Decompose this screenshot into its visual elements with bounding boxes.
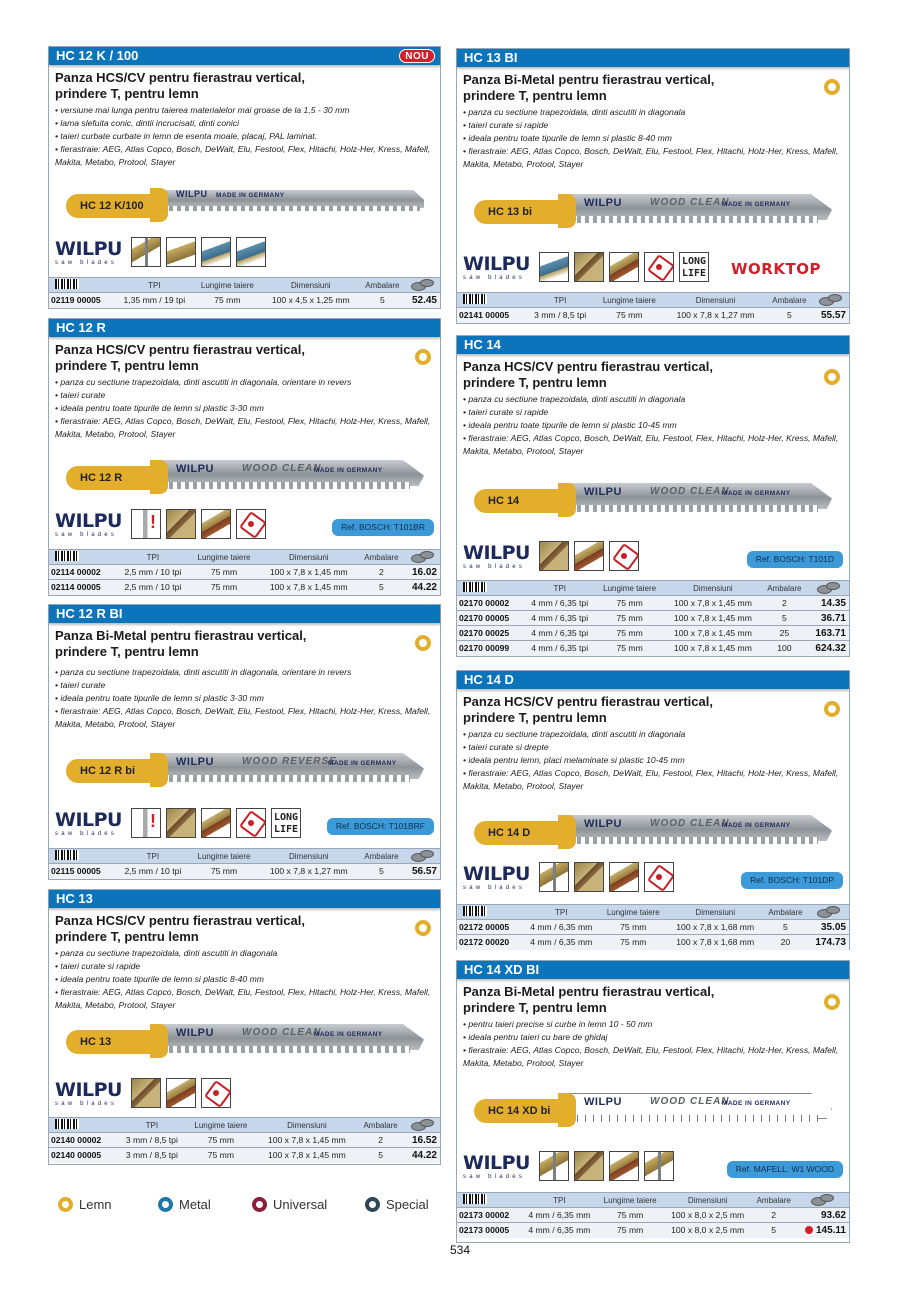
feature-item: • ideala pentru toate tipurile de lemn si plastic 8-40 mm — [463, 132, 672, 143]
wood-beam-icon — [574, 1151, 604, 1181]
product-code-header — [49, 47, 440, 65]
barcode-icon — [463, 1194, 487, 1204]
barcode-icon — [55, 1119, 79, 1129]
feature-list — [457, 104, 849, 171]
product-code: HC 12 R BI — [56, 606, 123, 621]
feature-list — [457, 726, 849, 793]
lemn-category-icon — [824, 994, 840, 1010]
plastic-pvc-icon — [644, 252, 674, 282]
feature-item: • ideala pentru lemn, placi melaminate si plastic 10-45 mm — [463, 754, 685, 765]
table-row: 02170 00002 4 mm / 6,35 tpi 75 mm 100 x 7,8 x 1,45 mm 2 14.35 — [457, 596, 849, 611]
wilpu-logo: WILPU saw blades — [463, 542, 530, 570]
material-icons-row — [55, 1078, 434, 1112]
feature-item: • fierastraie: AEG, Atlas Copco, Bosch, DeWalt, Elu, Festool, Flex, Hitachi, Holz-Her, Kress, Mafell, Makita, Metabo, Protool, Stayer — [463, 145, 839, 169]
product-code-header — [457, 961, 849, 979]
product-code: HC 14 — [464, 337, 501, 352]
product-title: Panza HCS/CV pentru fierastrau vertical, prindere T, pentru lemn — [55, 70, 305, 101]
plastic-pvc-icon — [644, 862, 674, 892]
product-title: Panza HCS/CV pentru fierastrau vertical, prindere T, pentru lemn — [55, 913, 305, 944]
long-life-icon: LONG LIFE — [271, 808, 301, 838]
wood-rods-icon — [609, 862, 639, 892]
barcode-icon — [463, 582, 487, 592]
barcode-icon — [55, 279, 79, 289]
legend-item-lemn: Lemn — [58, 1197, 158, 1212]
wilpu-logo: WILPU saw blades — [463, 253, 530, 281]
table-row: 02172 00020 4 mm / 6,35 mm 75 mm 100 x 7,8 x 1,68 mm 20 174.73 — [457, 935, 849, 950]
reference-badge: Ref. BOSCH: T101D — [747, 551, 843, 568]
product-title: Panza HCS/CV pentru fierastrau vertical, prindere T, pentru lemn — [55, 342, 305, 373]
feature-item: • fierastraie: AEG, Atlas Copco, Bosch, DeWalt, Elu, Festool, Flex, Hitachi, Holz-Her, Kress, Mafell, Makita, Metabo, Protool, Stayer — [463, 1044, 839, 1068]
legend-item-metal: Metal — [158, 1197, 252, 1212]
feature-item: • ideala pentru toate tipurile de lemn si plastic 3-30 mm — [55, 692, 264, 703]
product-card-hc14d — [456, 670, 850, 950]
feature-item: • fierastraie: AEG, Atlas Copco, Bosch, DeWalt, Elu, Festool, Flex, Hitachi, Holz-Her, Kress, Mafell, Makita, Metabo, Protool, Stayer — [463, 432, 839, 456]
reverse-cut-icon: ! — [131, 808, 161, 838]
laminate-board-icon — [201, 237, 231, 267]
product-code-header — [49, 890, 440, 908]
table-row: 02115 00005 2,5 mm / 10 tpi 75 mm 100 x 7,8 x 1,27 mm 5 56.57 — [49, 864, 440, 879]
product-title: Panza Bi-Metal pentru fierastrau vertical, prindere T, pentru lemn — [55, 628, 307, 659]
lemn-category-icon — [415, 349, 431, 365]
feature-item: • taieri curbate curbate in lemn de esenta moale, placaj, PAL laminat. — [55, 130, 318, 141]
feature-list — [49, 660, 440, 731]
feature-item: • versiune mai lunga pentru taierea materialelor mai groase de la 1,5 - 30 mm — [55, 105, 350, 115]
product-card-hc12rbi — [48, 604, 441, 880]
feature-item: • panza cu sectiune trapezoidala, dinti ascutiti in diagonala, orientare in revers — [55, 377, 352, 387]
wood-beam-icon — [131, 1078, 161, 1108]
product-code: HC 12 K / 100 — [56, 48, 139, 63]
feature-item: • ideala pentru toate tipurile de lemn si plastic 8-40 mm — [55, 973, 264, 984]
table-row: 02172 00005 4 mm / 6,35 mm 75 mm 100 x 7,8 x 1,68 mm 5 35.05 — [457, 920, 849, 935]
feature-item: • fierastraie: AEG, Atlas Copco, Bosch, DeWalt, Elu, Festool, Flex, Hitachi, Holz-Her, Kress, Mafell, Makita, Metabo, Protool, Stayer — [55, 986, 431, 1010]
blade-image: HC 13 bi WILPU WOOD CLEAN MADE IN GERMANY — [474, 194, 832, 228]
wood-rods-icon — [201, 808, 231, 838]
lemn-category-icon — [415, 920, 431, 936]
spec-table: TPI Lungime taiere Dimensiuni Ambalare 02119 00005 1,35 mm / 19 tpi 75 mm 100 x 4,5 x 1,25 mm 5 52.45 — [49, 277, 440, 308]
lemn-category-icon — [415, 635, 431, 651]
price-coins-icon — [411, 1119, 433, 1129]
wood-guide-icon — [131, 237, 161, 267]
feature-item: • panza cu sectiune trapezoidala, dinti ascutiti in diagonala — [463, 729, 686, 739]
product-code: HC 12 R — [56, 320, 106, 335]
price-coins-icon — [411, 850, 433, 860]
spec-table: TPI Lungime taiere Dimensiuni Ambalare 02115 00005 2,5 mm / 10 tpi 75 mm 100 x 7,8 x 1,27 mm 5 56.57 — [49, 848, 440, 879]
product-code-header — [49, 319, 440, 337]
lemn-category-icon — [824, 369, 840, 385]
blade-label: HC 14 D — [474, 821, 566, 845]
blade-label: HC 14 XD bi — [474, 1099, 566, 1123]
wood-beam-icon — [539, 541, 569, 571]
feature-list — [457, 1016, 849, 1070]
wilpu-logo: WILPU saw blades — [463, 1152, 530, 1180]
new-badge: NOU — [399, 49, 435, 63]
category-legend — [58, 1197, 429, 1212]
price-coins-icon — [811, 1194, 833, 1204]
table-row: 02141 00005 3 mm / 8,5 tpi 75 mm 100 x 7,8 x 1,27 mm 5 55.57 — [457, 308, 849, 323]
wood-rods-icon — [166, 1078, 196, 1108]
lemn-category-icon — [824, 701, 840, 717]
reverse-cut-icon: ! — [131, 509, 161, 539]
feature-item: • ideala pentru toate tipurile de lemn si plastic 10-45 mm — [463, 419, 677, 430]
product-code: HC 14 D — [464, 672, 514, 687]
plastic-pvc-icon — [609, 541, 639, 571]
blade-image: HC 12 R WILPU WOOD CLEAN MADE IN GERMANY — [66, 460, 424, 494]
feature-item: • ideala pentru toate tipurile de lemn si plastic 3-30 mm — [55, 402, 264, 413]
table-row: 02114 00002 2,5 mm / 10 tpi 75 mm 100 x 7,8 x 1,45 mm 2 16.02 — [49, 565, 440, 580]
feature-item: • fierastraie: AEG, Atlas Copco, Bosch, DeWalt, Elu, Festool, Flex, Hitachi, Holz-Her, Kress, Mafell, Makita, Metabo, Protool, Stayer — [55, 705, 431, 729]
special-ring-icon — [365, 1197, 380, 1212]
feature-list — [49, 374, 440, 441]
feature-item: • panza cu sectiune trapezoidala, dinti ascutiti in diagonala — [463, 107, 686, 117]
reference-badge: Ref. BOSCH: T101DP — [741, 872, 843, 889]
feature-item: • fierastraie: AEG, Atlas Copco, Bosch, DeWalt, Elu, Festool, Flex, Hitachi, Holz-Her, Kress, Mafell, Makita, Metabo, Protool, Stayer — [463, 767, 839, 791]
table-row: 02170 00025 4 mm / 6,35 tpi 75 mm 100 x 7,8 x 1,45 mm 25 163.71 — [457, 626, 849, 641]
price-coins-icon — [817, 906, 839, 916]
feature-item: • taieri curate — [55, 389, 106, 400]
table-row: 02140 00005 3 mm / 8,5 tpi 75 mm 100 x 7,8 x 1,45 mm 5 44.22 — [49, 1148, 440, 1163]
table-row: 02170 00005 4 mm / 6,35 tpi 75 mm 100 x 7,8 x 1,45 mm 5 36.71 — [457, 611, 849, 626]
product-code-header — [457, 671, 849, 689]
laminate-board-icon — [539, 252, 569, 282]
feature-item: • lama slefuita conic, dintii incrucisati, dinti conici — [55, 117, 240, 128]
product-code: HC 13 BI — [464, 50, 518, 65]
feature-list — [457, 391, 849, 458]
worktop-logo: WORKTOP — [731, 260, 821, 278]
table-row: 02173 00005 4 mm / 6,35 mm 75 mm 100 x 8,0 x 2,5 mm 5 145.11 — [457, 1223, 849, 1238]
product-card-hc13 — [48, 889, 441, 1165]
blade-label: HC 12 R bi — [66, 759, 158, 783]
wood-guide-icon — [539, 1151, 569, 1181]
product-card-hc14 — [456, 335, 850, 657]
product-card-hc12k100 — [48, 46, 441, 309]
price-coins-icon — [817, 582, 839, 592]
plywood-laminate-icon — [236, 237, 266, 267]
guide-rail-cut-icon — [644, 1151, 674, 1181]
wood-beam-icon — [166, 509, 196, 539]
feature-item: • panza cu sectiune trapezoidala, dinti ascutiti in diagonala, orientare in revers — [55, 667, 352, 677]
page-number: 534 — [450, 1243, 471, 1257]
blade-image: HC 14 WILPU WOOD CLEAN MADE IN GERMANY — [474, 483, 832, 517]
reference-badge: Ref. BOSCH: T101BR — [332, 519, 434, 536]
feature-item: • fierastraie: AEG, Atlas Copco, Bosch, DeWalt, Elu, Festool, Flex, Hitachi, Holz-Her, Kress, Mafell, Makita, Metabo, Protool, Stayer — [55, 415, 431, 439]
wood-board-icon — [166, 237, 196, 267]
lemn-ring-icon — [58, 1197, 73, 1212]
feature-item: • taieri curate si rapide — [463, 406, 549, 417]
blade-image: HC 12 R bi WILPU WOOD REVERSE MADE IN GERMANY — [66, 753, 424, 787]
spec-table: TPI Lungime taiere Dimensiuni Ambalare 02141 00005 3 mm / 8,5 tpi 75 mm 100 x 7,8 x 1,27 mm 5 55.57 — [457, 292, 849, 323]
blade-label: HC 14 — [474, 489, 566, 513]
feature-item: • panza cu sectiune trapezoidala, dinti ascutiti in diagonala — [55, 948, 278, 958]
blade-label: HC 13 bi — [474, 200, 566, 224]
barcode-icon — [463, 294, 487, 304]
promo-dot-icon — [805, 1226, 813, 1234]
product-code-header — [49, 605, 440, 623]
feature-item: • panza cu sectiune trapezoidala, dinti ascutiti in diagonala — [463, 394, 686, 404]
blade-image: HC 14 D WILPU WOOD CLEAN MADE IN GERMANY — [474, 815, 832, 849]
price-coins-icon — [819, 294, 841, 304]
blade-label: HC 12 R — [66, 466, 158, 490]
universal-ring-icon — [252, 1197, 267, 1212]
wood-rods-icon — [574, 541, 604, 571]
material-icons-row — [463, 862, 843, 896]
plastic-pvc-icon — [236, 509, 266, 539]
product-card-hc14xdbi — [456, 960, 850, 1243]
product-card-hc12r — [48, 318, 441, 596]
blade-image: HC 14 XD bi WILPU WOOD CLEAN MADE IN GERMANY — [474, 1093, 832, 1127]
feature-item: • taieri curate — [55, 679, 106, 690]
barcode-icon — [463, 906, 487, 916]
plastic-pvc-icon — [201, 1078, 231, 1108]
wood-guide-icon — [539, 862, 569, 892]
blade-label: HC 13 — [66, 1030, 158, 1054]
plastic-pvc-icon — [236, 808, 266, 838]
feature-item: • taieri curate si drepte — [463, 741, 549, 752]
wood-beam-icon — [574, 862, 604, 892]
product-title: Panza HCS/CV pentru fierastrau vertical, prindere T, pentru lemn — [463, 694, 713, 725]
feature-list — [49, 945, 440, 1012]
spec-table: TPI Lungime taiere Dimensiuni Ambalare 02170 00002 4 mm / 6,35 tpi 75 mm 100 x 7,8 x 1,45 mm 2 14.35 02170 00005 4 mm / 6,35 tpi 75 mm 100 x 7,8 x 1,45 mm 5 36.71 02170 00025 4 mm / 6,35 tpi 75 mm 100 x 7,8 x 1,45 mm 25 163.71 02170 00099 4 mm / 6,35 tpi 75 mm 100 x 7,8 x 1,45 mm 100 624.32 — [457, 580, 849, 656]
wilpu-logo: WILPU saw blades — [55, 238, 122, 266]
material-icons-row — [463, 1151, 843, 1185]
feature-item: • taieri curate si rapide — [55, 960, 141, 971]
metal-ring-icon — [158, 1197, 173, 1212]
wilpu-logo: WILPU saw blades — [55, 510, 122, 538]
product-code: HC 14 XD BI — [464, 962, 540, 977]
table-row: 02140 00002 3 mm / 8,5 tpi 75 mm 100 x 7,8 x 1,45 mm 2 16.52 — [49, 1133, 440, 1148]
reference-badge: Ref. BOSCH: T101BRF — [327, 818, 434, 835]
blade-image: HC 12 K/100 WILPU MADE IN GERMANY — [66, 188, 424, 222]
product-code: HC 13 — [56, 891, 93, 906]
wilpu-logo: WILPU saw blades — [55, 1079, 122, 1107]
barcode-icon — [55, 551, 79, 561]
barcode-icon — [55, 850, 79, 860]
material-icons-row — [55, 509, 434, 543]
table-row: 02170 00099 4 mm / 6,35 tpi 75 mm 100 x 7,8 x 1,45 mm 100 624.32 — [457, 641, 849, 656]
product-code-header — [457, 336, 849, 354]
table-row: 02119 00005 1,35 mm / 19 tpi 75 mm 100 x 4,5 x 1,25 mm 5 52.45 — [49, 293, 440, 308]
wood-beam-icon — [166, 808, 196, 838]
spec-table: TPI Lungime taiere Dimensiuni Ambalare 02173 00002 4 mm / 6,35 mm 75 mm 100 x 8,0 x 2,5 mm 2 93.62 02173 00005 4 mm / 6,35 mm 75 mm 100 x 8,0 x 2,5 mm 5 145.11 — [457, 1192, 849, 1238]
product-title: Panza HCS/CV pentru fierastrau vertical, prindere T, pentru lemn — [463, 359, 713, 390]
wood-rods-icon — [609, 1151, 639, 1181]
product-card-hc13bi — [456, 48, 850, 324]
product-title: Panza Bi-Metal pentru fierastrau vertical, prindere T, pentru lemn — [463, 72, 715, 103]
wilpu-logo: WILPU saw blades — [463, 863, 530, 891]
wood-rods-icon — [201, 509, 231, 539]
blade-image: HC 13 WILPU WOOD CLEAN MADE IN GERMANY — [66, 1024, 424, 1058]
long-life-icon: LONG LIFE — [679, 252, 709, 282]
material-icons-row — [463, 252, 843, 286]
product-code-header — [457, 49, 849, 67]
reference-badge: Ref. MAFELL: W1 WOOD — [727, 1161, 843, 1178]
legend-item-universal: Universal — [252, 1197, 365, 1212]
feature-item: • taieri curate si rapide — [463, 119, 549, 130]
wood-beam-icon — [574, 252, 604, 282]
wilpu-logo: WILPU saw blades — [55, 809, 122, 837]
table-row: 02173 00002 4 mm / 6,35 mm 75 mm 100 x 8,0 x 2,5 mm 2 93.62 — [457, 1208, 849, 1223]
legend-item-special: Special — [365, 1197, 429, 1212]
blade-label: HC 12 K/100 — [66, 194, 158, 218]
feature-item: • pentru taieri precise si curbe in lemn 10 - 50 mm — [463, 1019, 653, 1029]
lemn-category-icon — [824, 79, 840, 95]
material-icons-row — [55, 808, 434, 842]
spec-table: TPI Lungime taiere Dimensiuni Ambalare 02114 00002 2,5 mm / 10 tpi 75 mm 100 x 7,8 x 1,45 mm 2 16.02 02114 00005 2,5 mm / 10 tpi 75 mm 100 x 7,8 x 1,45 mm 5 44.22 — [49, 549, 440, 595]
feature-item: • ideala pentru taieri cu bare de ghidaj — [463, 1031, 608, 1042]
spec-table: TPI Lungime taiere Dimensiuni Ambalare 02140 00002 3 mm / 8,5 tpi 75 mm 100 x 7,8 x 1,45 mm 2 16.52 02140 00005 3 mm / 8,5 tpi 75 mm 100 x 7,8 x 1,45 mm 5 44.22 — [49, 1117, 440, 1163]
table-row: 02114 00005 2,5 mm / 10 tpi 75 mm 100 x 7,8 x 1,45 mm 5 44.22 — [49, 580, 440, 595]
material-icons-row — [55, 237, 434, 271]
product-title: Panza Bi-Metal pentru fierastrau vertical, prindere T, pentru lemn — [463, 984, 715, 1015]
wood-rods-icon — [609, 252, 639, 282]
price-coins-icon — [411, 279, 433, 289]
feature-list — [49, 102, 440, 169]
price-coins-icon — [411, 551, 433, 561]
feature-item: • fierastraie: AEG, Atlas Copco, Bosch, DeWalt, Elu, Festool, Flex, Hitachi, Holz-Her, Kress, Mafell, Makita, Metabo, Protool, Stayer — [55, 143, 431, 167]
spec-table: TPI Lungime taiere Dimensiuni Ambalare 02172 00005 4 mm / 6,35 mm 75 mm 100 x 7,8 x 1,68 mm 5 35.05 02172 00020 4 mm / 6,35 mm 75 mm 100 x 7,8 x 1,68 mm 20 174.73 — [457, 904, 849, 950]
material-icons-row — [463, 541, 843, 575]
